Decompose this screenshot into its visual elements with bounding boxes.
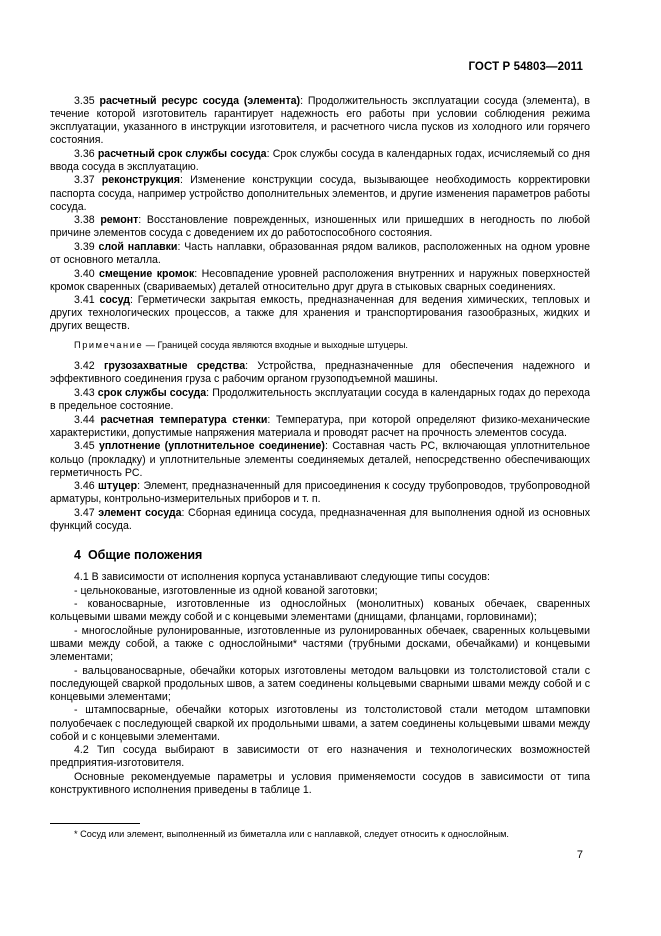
definition-text: : Составная часть РС, включающая уплотнительное кольцо (прокладку) и уплотнительные элементы соединяемых деталей, непосредственно обеспечивающих герметичность РС.: [50, 440, 590, 479]
note-text: — Границей сосуда являются входные и выходные штуцеры.: [143, 340, 408, 351]
standard-header: ГОСТ Р 54803—2011: [468, 61, 583, 73]
definition-number: 3.42: [74, 360, 95, 373]
definition-text: : Срок службы сосуда в календарных годах, исчисляемый со дня ввода сосуда в эксплуатацию.: [50, 147, 590, 173]
definition-item: [50, 414, 590, 440]
definition-term: ремонт: [100, 214, 139, 227]
definitions-list-a: [50, 95, 590, 333]
definition-item: [50, 241, 590, 267]
definition-term: сосуд: [99, 294, 130, 307]
definition-item: [50, 268, 590, 294]
definition-text: : Часть наплавки, образованная рядом валиков, расположенных на одном уровне от основного металла.: [50, 240, 591, 266]
definition-number: 3.39: [74, 240, 95, 253]
definition-number: 3.36: [74, 147, 95, 160]
definition-text: : Герметически закрытая емкость, предназначенная для ведения химических, тепловых и других технологических процессов, а также для хранения и транспортирования газообразных, жидких и других веществ.: [50, 294, 590, 333]
definition-text: : Продолжительность эксплуатации сосуда в календарных годах до перехода в предельное состояние.: [50, 387, 590, 413]
definition-item: [50, 387, 590, 413]
definition-term: расчетная температура стенки: [100, 413, 268, 426]
definition-text: : Продолжительность эксплуатации сосуда (элемента), в течение которой изготовитель гарантирует надежность его работы при условии соблюдения режима эксплуатации, указанного в инструкции изготовителя, и расчетного числа пусков из холодного или горячего состояния.: [50, 95, 590, 147]
document-body: [50, 95, 590, 798]
definition-term: реконструкция: [101, 174, 180, 187]
definition-term: штуцер: [98, 480, 138, 493]
definition-text: : Изменение конструкции сосуда, вызывающее необходимость корректировки паспорта сосуда, например устройство дополнительных элементов, и другие изменения параметров работы сосуда.: [50, 174, 590, 213]
section-paragraphs: [50, 571, 590, 797]
note: [50, 339, 590, 351]
definition-item: [50, 440, 590, 479]
paragraph: - вальцованосварные, обечайки которых изготовлены методом вальцовки из толстолистовой стали с последующей сваркой продольных швов, а затем соединены кольцевыми сварными швами между собой и с концевыми элементами;: [50, 664, 590, 703]
definition-term: срок службы сосуда: [97, 387, 207, 400]
definitions-list-b: [50, 360, 590, 533]
definition-text: : Элемент, предназначенный для присоединения к сосуду трубопроводов, трубопроводной арматуры, контрольно-измерительных приборов и т. п.: [50, 480, 590, 506]
definition-item: [50, 360, 590, 386]
definition-item: [50, 214, 590, 240]
definition-item: [50, 174, 590, 213]
footnote-divider: [50, 823, 140, 824]
section-title: Общие положения: [87, 547, 203, 562]
definition-item: [50, 507, 590, 533]
definition-term: смещение кромок: [99, 267, 195, 280]
definition-text: : Несовпадение уровней расположения внутренних и наружных поверхностей кромок сваренных (свариваемых) деталей относительно друг друга в стыковых сварных соединениях.: [50, 267, 590, 293]
paragraph: 4.2 Тип сосуда выбирают в зависимости от его назначения и технологических возможностей предприятия-изготовителя.: [50, 744, 590, 770]
paragraph: - штампосварные, обечайки которых изготовлены из толстолистовой стали методом штамповки полуобечаек с последующей сваркой их продольными швами, а затем соединены кольцевыми швами между собой и с концевыми элементами.: [50, 704, 590, 743]
paragraph: Основные рекомендуемые параметры и условия применяемости сосудов в зависимости от типа конструктивного исполнения приведены в таблице 1.: [50, 770, 590, 796]
paragraph: - кованосварные, изготовленные из однослойных (монолитных) кованых обечаек, сваренных кольцевыми швами между собой и с концевыми элементами (днищами, фланцами, горловинами);: [50, 598, 590, 624]
section-heading: [50, 549, 590, 562]
paragraph: - многослойные рулонированные, изготовленные из рулонированных обечаек, сваренных кольцевыми швами между собой, а также с однослойными* частями (трубными досками, обечайками) и концевыми элементами;: [50, 625, 590, 664]
definition-text: : Устройства, предназначенные для обеспечения надежного и эффективного соединения груза с рабочим органом грузоподъемной машины.: [50, 360, 590, 386]
definition-term: элемент сосуда: [98, 506, 182, 519]
section-number: 4: [74, 547, 81, 562]
definition-text: : Восстановление поврежденных, изношенных или пришедших в негодность по любой причине элементов сосуда с доведением их до работоспособного состояния.: [50, 214, 591, 240]
definition-term: расчетный ресурс сосуда (элемента): [99, 95, 301, 107]
definition-term: расчетный срок службы сосуда: [97, 147, 267, 160]
definition-number: 3.45: [74, 440, 95, 453]
definition-item: [50, 95, 590, 147]
definition-number: 3.35: [74, 95, 95, 107]
paragraph: - цельнокованые, изготовленные из одной кованой заготовки;: [74, 584, 378, 597]
definition-number: 3.41: [74, 294, 95, 307]
definition-number: 3.38: [74, 214, 95, 227]
definition-item: [50, 148, 590, 174]
definition-item: [50, 294, 590, 333]
definition-number: 3.46: [74, 480, 95, 493]
definition-number: 3.43: [74, 387, 95, 400]
footnote: * Сосуд или элемент, выполненный из биметалла или с наплавкой, следует относить к однослойным.: [74, 829, 509, 839]
definition-text: : Температура, при которой определяют физико-механические характеристики, допустимые напряжения материала и проводят расчет на прочность элементов сосуда.: [50, 413, 590, 439]
note-label: Примечание: [74, 340, 144, 351]
definition-number: 3.40: [74, 267, 95, 280]
page-number: 7: [576, 849, 583, 861]
paragraph: 4.1 В зависимости от исполнения корпуса устанавливают следующие типы сосудов:: [74, 571, 490, 584]
definition-number: 3.44: [74, 413, 95, 426]
definition-term: слой наплавки: [98, 240, 178, 253]
definition-term: грузозахватные средства: [104, 360, 246, 373]
definition-item: [50, 480, 590, 506]
definition-number: 3.47: [74, 506, 95, 519]
definition-text: : Сборная единица сосуда, предназначенная для выполнения одной из основных функций сосуда.: [50, 506, 590, 532]
definition-number: 3.37: [74, 174, 95, 187]
definition-term: уплотнение (уплотнительное соединение): [98, 440, 325, 453]
